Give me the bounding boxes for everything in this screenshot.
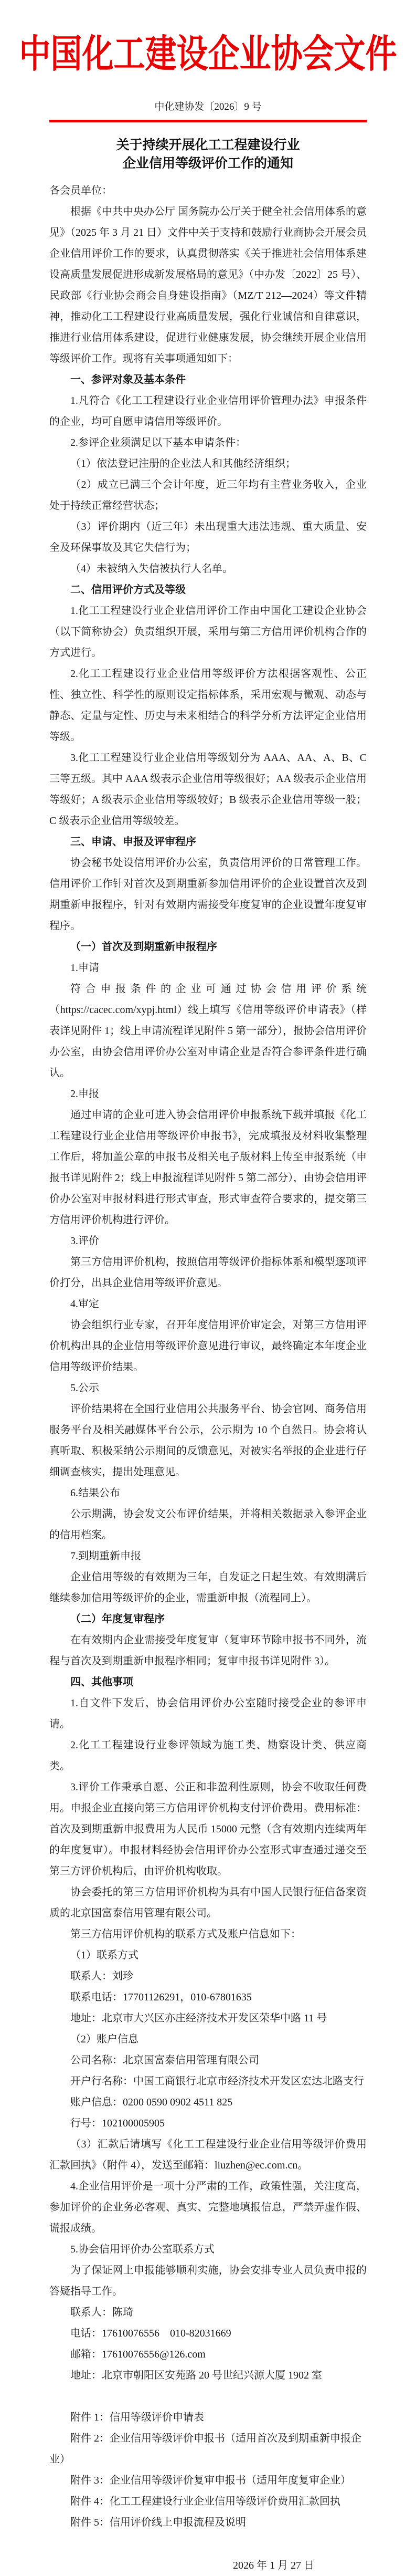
- paragraph: 5.公示: [70, 1382, 99, 1394]
- paragraph: 2.申报: [70, 1088, 99, 1100]
- paragraph: 6.结果公布: [70, 1487, 120, 1499]
- red-divider: [49, 120, 367, 122]
- paragraph: 通过申请的企业可进入协会信用评价申报系统下载并填报《化工工程建设行业企业信用等级评价申报书》，完成填报及材料收集整理工作后，将加盖公章的申报书及相关电子版材料上传至申报系统（申报书详见附件 2；线上申报流程详见附件 5 第二部分），由协会信用评价办公室对申报材料进行形式审查，形式审查符合要求的，提交第三方信用评价机构进行评价。: [49, 1109, 367, 1226]
- paragraph: 2.化工工程建设行业参评领域为施工类、勘察设计类、供应商类。: [49, 1739, 367, 1772]
- attachment-item: 附件 1：信用等级评价申请表: [70, 2412, 204, 2423]
- document-title: [49, 136, 367, 173]
- document-body: [49, 201, 367, 2386]
- paragraph: 3.评价: [70, 1235, 99, 1247]
- document-title-line2: 企业信用等级评价工作的通知: [122, 157, 293, 171]
- paragraph: （1）依法登记注册的企业法人和其他经济组织；: [70, 458, 296, 470]
- paragraph: 根据《中共中央办公厅 国务院办公厅关于健全社会信用体系的意见》（2025 年 3 月 21 日）文件中关于支持和鼓励行业商协会开展会员企业信用评价工作的要求，认真贯彻落实《关于推进社会信用体系建设高质量发展促进形成新发展格局的意见》（中办发〔2022〕25 号）、民政部《行业协会商会自身建设指南》（MZ/T 212—2024）等文件精神，推动化工工程建设行业高质量发展，强化行业诚信和自律意识，推进行业信用体系建设，促进行业健康发展，协会继续开展企业信用等级评价工作。现将有关事项通知如下：: [49, 206, 367, 364]
- doc-number: 中化建协发〔2026〕9 号: [154, 101, 262, 112]
- attachment-item: 附件 2：企业信用等级评价申报书（适用首次及到期重新申报企业）: [49, 2433, 361, 2465]
- org-title: [19, 33, 397, 76]
- paragraph: 1.申请: [70, 962, 99, 974]
- paragraph: 邮箱：17610076556@126.com: [70, 2349, 206, 2360]
- paragraph: （3）汇款后请填写《化工工程建设行业企业信用等级评价费用汇款回执》（附件 4），发送至邮箱：liuzhen@ec.com.cn。: [49, 2139, 367, 2171]
- paragraph: 第三方信用评价机构的联系方式及账户信息如下：: [70, 1928, 301, 1940]
- paragraph: 评价结果将在全国行业信用公共服务平台、协会官网、商务信用服务平台及相关融媒体平台公示，公示期为 10 个自然日。协会将认真听取、积极采纳公示期间的反馈意见，对被实名举报的企业进行仔细调查核实，提出处理意见。: [49, 1403, 367, 1478]
- paragraph: 公司名称：北京国富泰信用管理有限公司: [70, 2054, 259, 2066]
- paragraph: 2.化工工程建设行业企业信用等级评价方法根据客观性、公正性、独立性、科学性的原则设定指标体系，采用宏观与微观、动态与静态、定量与定性、历史与未来相结合的科学分析方法评定企业信用等级。: [49, 668, 367, 743]
- paragraph: 电话：17610076556 010-82031669: [70, 2328, 231, 2339]
- paragraph: 3.评价工作秉承自愿、公正和非盈利性原则，协会不收取任何费用。申报企业直接向第三方信用评价机构支付评价费用。费用标准：首次及到期重新申报费用为人民币 15000 元整（含有效期内连续两年的年度复审）。申报材料经协会信用评价办公室形式审查通过递交至第三方评价机构后，由评价机构收取。: [49, 1781, 367, 1877]
- paragraph: 2.参评企业须满足以下基本申请条件：: [70, 437, 246, 449]
- salutation: 各会员单位：: [49, 185, 112, 196]
- attachment-item: 附件 3：企业信用等级评价复审申报书（适用年度复审企业）: [70, 2475, 351, 2486]
- org-title-text: 中国化工建设企业协会文件: [19, 33, 397, 76]
- section-heading: （二）年度复审程序: [70, 1613, 165, 1625]
- paragraph: 协会秘书处设信用评价办公室，负责信用评价的日常管理工作。信用评价工作针对首次及到期重新参加信用评价的企业设置首次及到期重新申报程序，针对有效期内需接受年度复审的企业设置年度复审程序。: [49, 857, 367, 932]
- paragraph: 1.化工工程建设行业企业信用评价工作由中国化工建设企业协会（以下简称协会）负责组织开展，采用与第三方信用评价机构合作的方式进行。: [49, 605, 367, 659]
- paragraph: 地址：北京市朝阳区安苑路 20 号世纪兴源大厦 1902 室: [70, 2370, 322, 2381]
- paragraph: 3.化工工程建设行业企业信用等级划分为 AAA、AA、A、B、C 三等五级。其中 AAA 级表示企业信用等级很好；AA 级表示企业信用等级好；A 级表示企业信用等级较好；B 级表示企业信用等级一般；C 级表示企业信用等级较差。: [49, 752, 367, 827]
- paragraph: 4.审定: [70, 1298, 99, 1310]
- section-heading: （一）首次及到期重新申报程序: [70, 941, 217, 953]
- section-heading: 四、其他事项: [70, 1676, 133, 1688]
- paragraph: 行号：102100005905: [70, 2118, 165, 2129]
- section-heading: 一、参评对象及基本条件: [70, 374, 186, 385]
- paragraph: 7.到期重新申报: [70, 1550, 141, 1562]
- paragraph: （2）成立已满三个会计年度，近三年均有主营业务收入，企业处于持续正常经营状态；: [49, 479, 367, 512]
- paragraph: （1）联系方式: [70, 1949, 138, 1961]
- attachment-item: 附件 4：化工工程建设行业企业信用等级评价费用汇款回执: [70, 2496, 340, 2507]
- section-heading: 二、信用评价方式及等级: [70, 584, 186, 596]
- paragraph: 公示期满，协会发文公布评价结果，并将相关数据录入参评企业的信用档案。: [49, 1508, 367, 1541]
- paragraph: 开户行名称：中国工商银行北京市经济技术开发区宏达北路支行: [70, 2076, 364, 2087]
- paragraph: 4.企业信用评价是一项十分严肃的工作，政策性强，关注度高，参加评价的企业务必客观、真实、完整地填报信息，严禁弄虚作假、谎报成绩。: [49, 2181, 367, 2234]
- paragraph: 5.协会信用评价办公室联系方式: [70, 2244, 215, 2255]
- section-heading: 三、申请、申报及评审程序: [70, 836, 196, 848]
- paragraph: 1.自文件下发后，协会信用评价办公室随时接受企业的参评申请。: [49, 1697, 367, 1730]
- paragraph: 在有效期内企业需接受年度复审（复审环节除申报书不同外，流程与首次及到期重新申报程序相同；复审申报书详见附件 3）。: [49, 1634, 367, 1667]
- paragraph: 地址：北京市大兴区亦庄经济技术开发区荣华中路 11 号: [70, 2012, 327, 2024]
- paragraph: 联系人：陈琦: [70, 2307, 133, 2318]
- paragraph: （3）评价期内（近三年）未出现重大违法违规、重大质量、安全及环保事故及其它失信行为；: [49, 521, 367, 554]
- issue-date: 2026 年 1 月 27 日: [233, 2560, 314, 2571]
- paragraph: 1.凡符合《化工工程建设行业企业信用评价管理办法》申报条件的企业，均可自愿申请信用等级评价。: [49, 395, 367, 427]
- paragraph: 协会委托的第三方信用评价机构为具有中国人民银行征信备案资质的北京国富泰信用管理有限公司。: [49, 1886, 367, 1919]
- attachment-item: 附件 5：信用评价线上申报流程及说明: [70, 2517, 246, 2528]
- paragraph: 第三方信用评价机构，按照信用等级评价指标体系和模型逐项评价打分，出具企业信用等级评价意见。: [49, 1256, 367, 1289]
- document-title-line1: 关于持续开展化工工程建设行业: [116, 138, 300, 152]
- paragraph: （4）未被纳入失信被执行人名单。: [70, 563, 233, 575]
- paragraph: 企业信用等级的有效期为三年，自发证之日起生效。有效期满后继续参加信用等级评价的企业，需重新申报（流程同上）。: [49, 1571, 367, 1604]
- paragraph: 符合申报条件的企业可通过协会信用评价系统（https://cacec.com/xypj.html）线上填写《信用等级评价申请表》（样表详见附件 1；线上申请流程详见附件 5 第一部分），报协会信用评价办公室，由协会信用评价办公室对申请企业是否符合参评条件进行确认。: [49, 983, 367, 1079]
- paragraph: 协会组织行业专家，召开年度信用评价审定会，对第三方信用评价机构出具的企业信用等级评价意见进行审议，最终确定本年度企业信用等级评价结果。: [49, 1319, 367, 1373]
- attachment-list: [49, 2407, 367, 2533]
- paragraph: 联系电话：17701126291，010-67801635: [70, 1991, 252, 2003]
- paragraph: 账户信息：0200 0590 0902 4511 825: [70, 2097, 233, 2108]
- paragraph: 为了保证网上申报能够顺利实施，协会安排专业人员负责申报的答疑指导工作。: [49, 2265, 367, 2297]
- paragraph: 联系人：刘珍: [70, 1970, 133, 1982]
- paragraph: （2）账户信息: [70, 2033, 138, 2045]
